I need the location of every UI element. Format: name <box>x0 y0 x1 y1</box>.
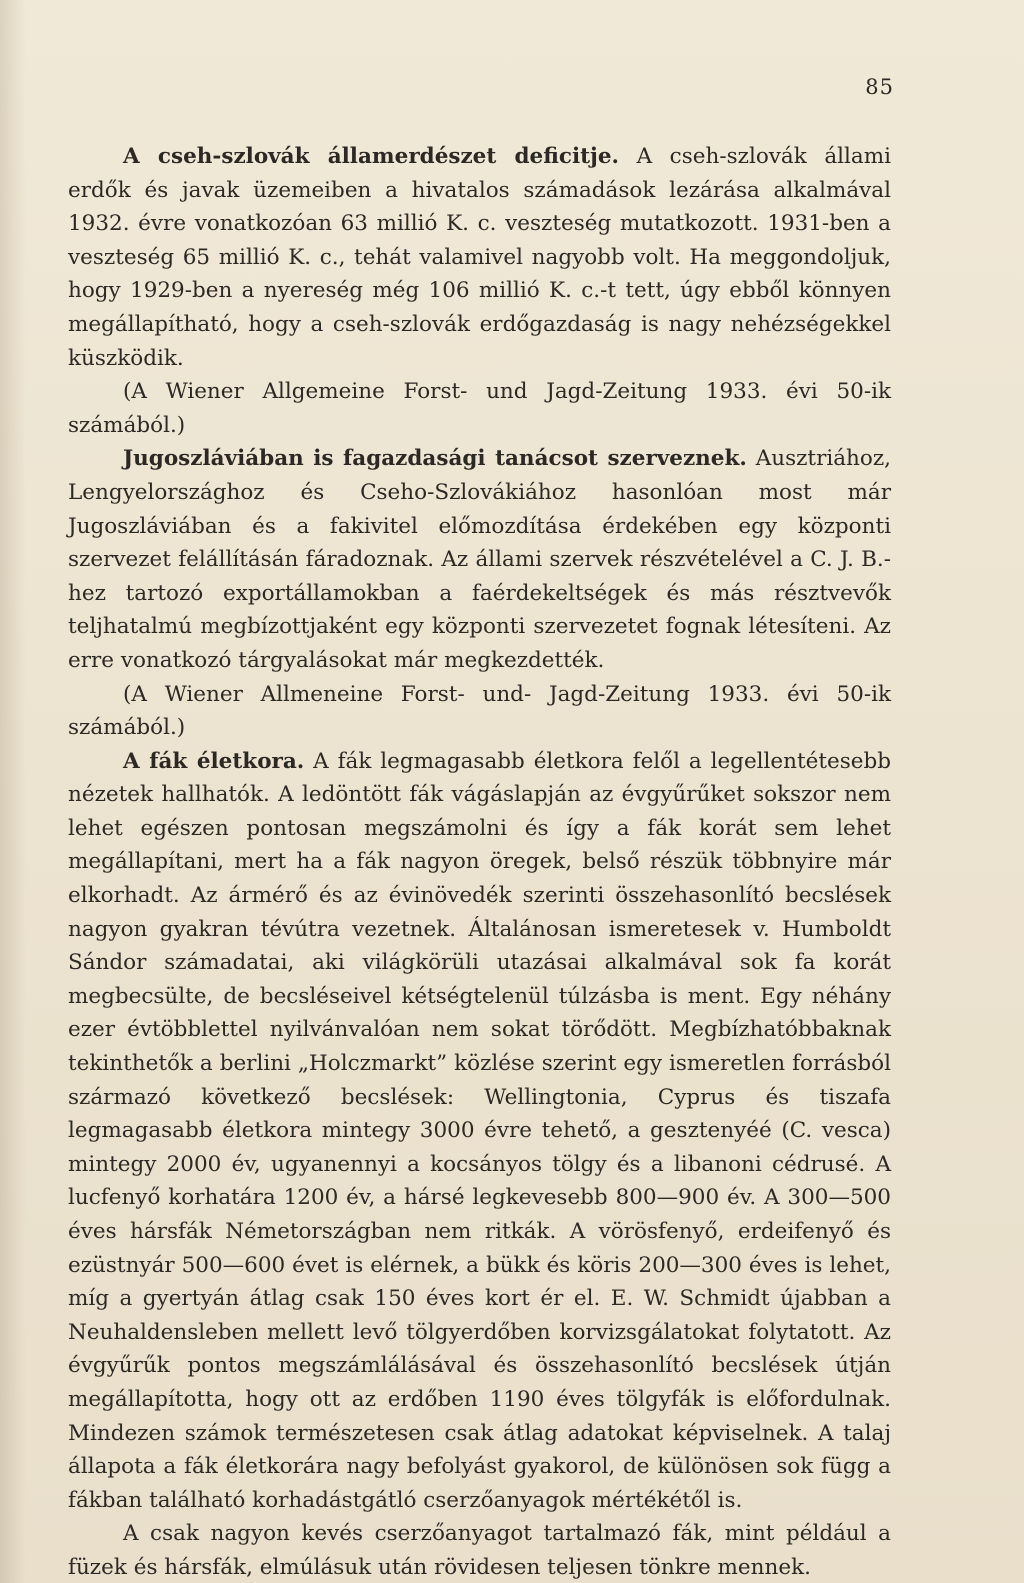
paragraph-body: A fák legmagasabb életkora felől a legellentétesebb nézetek hallhatók. A ledöntött fák vágáslapján az évgyűrűket sokszor nem lehet egészen pontosan megszámolni és így a fák korát sem lehet megállapítani, mert ha a fák nagyon öregek, belső részük többnyire már elkorhadt. Az ármérő és az évinövedék szerinti összehasonlító becslések nagyon gyakran tévútra vezetnek. Általánosan ismeretesek v. Humboldt Sándor számadatai, aki világkörüli utazásai alkalmával sok fa korát megbecsülte, de becsléseivel kétségtelenül túlzásba is ment. Egy néhány ezer évtöbblettel nyilvánvalóan nem sokat törődött. Megbízhatóbbaknak tekinthetők a berlini „Holczmarkt” közlése szerint egy ismeretlen forrásból származó következő becslések: Wellingtonia, Cyprus és tiszafa legmagasabb életkora mintegy 3000 évre tehető, a gesztenyéé (C. vesca) mintegy 2000 év, ugyanennyi a kocsányos tölgy és a libanoni cédrusé. A lucfenyő korhatára 1200 év, a hársé legkevesebb 800—900 év. A 300—500 éves hársfák Németországban nem ritkák. A vörösfenyő, erdeifenyő és ezüstnyár 500—600 évet is elérnek, a bükk és köris 200—300 éves is lehet, míg a gyertyán átlag csak 150 éves kort ér el. E. W. Schmidt újabban a Neuhaldensleben mellett levő tölgyerdőben korvizsgálatokat folytatott. Az évgyűrűk pontos megszámlálásával és összehasonlító becslések útján megállapította, hogy ott az erdőben 1190 éves tölgyfák is előfordulnak. Mindezen számok természetesen csak átlag adatokat képviselnek. A talaj állapota a fák életkorára nagy befolyást gyakorol, de különösen sok függ a fákban található korhadástgátló cserzőanyagok mértékétől is. <box>68 748 892 1513</box>
paragraph-jugoszlavia <box>68 442 891 677</box>
page-number: 85 <box>865 75 894 99</box>
paragraph-cseh-szlovak-deficit <box>68 140 891 375</box>
section-heading: A fák életkora. <box>123 748 305 774</box>
page-edge-shadow <box>0 0 26 1583</box>
paragraph-body: Ausztriához, Lengyelországhoz és Cseho-Szlovákiához hasonlóan most már Jugoszláviában és a fakivitel előmozdítása érdekében egy központi szervezet felállításán fáradoznak. Az állami szervek részvételével a C. J. B.-hez tartozó exportállamokban a faérdekeltségek és más résztvevők teljhatalmú megbízottjaként egy központi szervezetet fognak létesíteni. Az erre vonatkozó tárgyalásokat már megkezdették. <box>68 446 891 673</box>
source-citation: (A Wiener Allmeneine Forst- und- Jagd-Zeitung 1933. évi 50-ik számából.) <box>68 681 891 741</box>
source-citation: (A Wiener Allgemeine Forst- und Jagd-Zeitung 1933. évi 50-ik számából.) <box>68 379 891 438</box>
paragraph-body: A cseh-szlovák állami erdők és javak üzemeiben a hivatalos számadások lezárása alkalmával 1932. évre vonatkozóan 63 millió K. c. veszteség mutatkozott. 1931-ben a veszteség 65 millió K. c., tehát valamivel nagyobb volt. Ha meggondoljuk, hogy 1929-ben a nyereség még 106 millió K. c.-t tett, úgy ebből könnyen megállapítható, hogy a cseh-szlovák erdőgazdaság is nagy nehézségekkel küszködik. <box>68 144 891 371</box>
section-heading: A cseh-szlovák államerdészet deficitje. <box>123 144 619 169</box>
page-text <box>68 140 891 1583</box>
section-heading: Jugoszláviában is fagazdasági tanácsot szerveznek. <box>123 446 747 472</box>
paragraph-fak-eletkora <box>68 745 891 1518</box>
closing-paragraph: A csak nagyon kevés cserzőanyagot tartalmazó fák, mint például a füzek és hársfák, elmúlásuk után rövidesen teljesen tönkre mennek. <box>68 1521 891 1580</box>
